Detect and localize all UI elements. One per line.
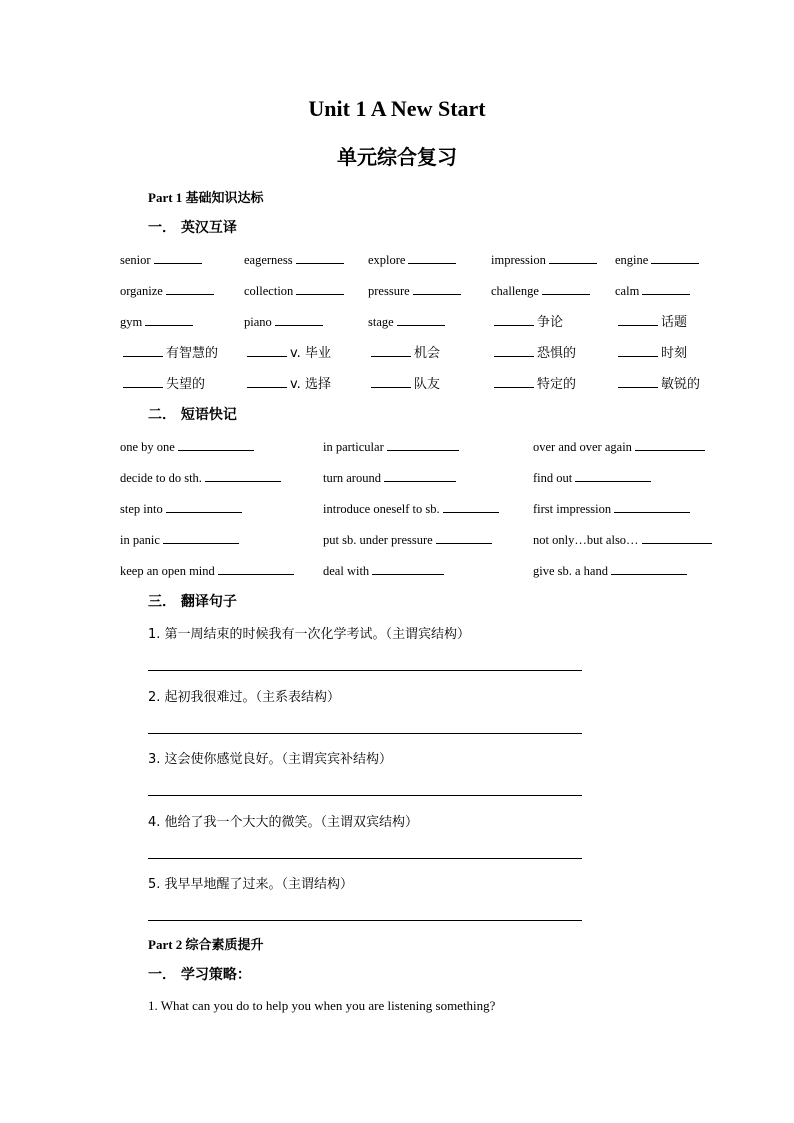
answer-blank[interactable] <box>123 342 163 357</box>
phrase-row <box>0 529 794 549</box>
answer-blank[interactable] <box>247 373 287 388</box>
vocab-item <box>120 249 205 270</box>
part2-name: 综合素质提升 <box>185 938 264 953</box>
answer-blank[interactable] <box>575 467 651 482</box>
answer-blank[interactable] <box>387 436 459 451</box>
answer-blank[interactable] <box>618 373 658 388</box>
answer-line[interactable] <box>148 670 582 671</box>
phrase-text: first impression <box>533 502 612 516</box>
answer-blank[interactable] <box>145 311 193 326</box>
sentence-prompt: 1. 第一周结束的时候我有一次化学考试。（主谓宾结构） <box>148 627 471 642</box>
phrase-item <box>120 498 245 519</box>
vocab-word: challenge <box>491 284 539 298</box>
answer-blank[interactable] <box>371 342 411 357</box>
vocab-word: 敏锐的 <box>661 377 701 392</box>
phrase-text: turn around <box>323 471 381 485</box>
phrase-item <box>533 529 715 550</box>
phrase-row <box>0 498 794 518</box>
vocab-item <box>120 342 218 364</box>
phrase-text: find out <box>533 471 573 485</box>
vocab-word: eagerness <box>244 253 293 267</box>
phrase-item <box>533 436 708 457</box>
sentence-prompt: 2. 起初我很难过。（主系表结构） <box>148 690 341 705</box>
vocab-item <box>368 373 440 395</box>
answer-blank[interactable] <box>163 529 239 544</box>
phrase-item <box>323 560 447 581</box>
answer-blank[interactable] <box>642 280 690 295</box>
answer-blank[interactable] <box>218 560 294 575</box>
answer-blank[interactable] <box>436 529 492 544</box>
answer-blank[interactable] <box>635 436 705 451</box>
vocab-item <box>120 373 205 395</box>
vocab-item <box>615 311 687 333</box>
phrase-item <box>323 467 459 488</box>
vocab-item <box>491 311 563 333</box>
phrase-item <box>120 436 257 457</box>
sentence-prompt: 3. 这会使你感觉良好。（主谓宾宾补结构） <box>148 752 393 767</box>
vocab-word: calm <box>615 284 640 298</box>
answer-blank[interactable] <box>549 249 597 264</box>
answer-blank[interactable] <box>618 311 658 326</box>
phrase-item <box>323 436 462 457</box>
vocab-item <box>615 249 702 270</box>
answer-blank[interactable] <box>542 280 590 295</box>
answer-blank[interactable] <box>123 373 163 388</box>
phrase-item <box>120 529 242 550</box>
page-title: Unit 1 A New Start <box>308 96 486 121</box>
answer-blank[interactable] <box>371 373 411 388</box>
phrase-item <box>120 560 297 581</box>
phrase-text: one by one <box>120 440 175 454</box>
section-translation-heading: 一． 英汉互译 <box>148 220 237 236</box>
vocab-row <box>0 280 794 300</box>
phrase-text: deal with <box>323 564 370 578</box>
vocab-word: stage <box>368 315 394 329</box>
answer-blank[interactable] <box>642 529 712 544</box>
vocab-word: 有智慧的 <box>166 346 219 361</box>
section-phrases-heading: 二． 短语快记 <box>148 407 237 423</box>
strategy-question-1: 1. What can you do to help you when you are listening something? <box>148 998 496 1013</box>
vocab-word: organize <box>120 284 163 298</box>
answer-blank[interactable] <box>611 560 687 575</box>
vocab-word: explore <box>368 253 406 267</box>
phrase-item <box>533 467 654 488</box>
section-sentences-heading: 三． 翻译句子 <box>148 594 237 610</box>
part1-heading <box>148 187 264 206</box>
phrase-text: keep an open mind <box>120 564 215 578</box>
phrase-row <box>0 560 794 580</box>
sentence-prompt: 4. 他给了我一个大大的微笑。（主谓双宾结构） <box>148 815 419 830</box>
phrase-text: decide to do sth. <box>120 471 202 485</box>
vocab-word: 队友 <box>414 377 441 392</box>
vocab-row <box>0 373 794 393</box>
answer-blank[interactable] <box>372 560 444 575</box>
answer-blank[interactable] <box>408 249 456 264</box>
vocab-row <box>0 342 794 362</box>
vocab-item <box>368 249 459 270</box>
answer-blank[interactable] <box>296 249 344 264</box>
vocab-word: 机会 <box>414 346 441 361</box>
answer-blank[interactable] <box>154 249 202 264</box>
vocab-word: v. 毕业 <box>290 346 331 361</box>
vocab-word: piano <box>244 315 272 329</box>
vocab-row <box>0 249 794 269</box>
vocab-word: v. 选择 <box>290 377 331 392</box>
vocab-word: 争论 <box>537 315 564 330</box>
part1-name: 基础知识达标 <box>185 191 264 206</box>
vocab-item <box>491 280 593 301</box>
phrase-text: give sb. a hand <box>533 564 608 578</box>
answer-blank[interactable] <box>247 342 287 357</box>
answer-blank[interactable] <box>166 280 214 295</box>
vocab-word: 特定的 <box>537 377 577 392</box>
answer-blank[interactable] <box>494 311 534 326</box>
section-strategy-heading: 一． 学习策略： <box>148 967 251 983</box>
answer-blank[interactable] <box>205 467 281 482</box>
phrase-item <box>323 498 502 519</box>
vocab-item <box>244 373 331 395</box>
vocab-word: gym <box>120 315 143 329</box>
vocab-item <box>244 249 347 270</box>
vocab-word: engine <box>615 253 649 267</box>
answer-blank[interactable] <box>397 311 445 326</box>
phrase-text: step into <box>120 502 163 516</box>
phrase-text: introduce oneself to sb. <box>323 502 440 516</box>
vocab-word: pressure <box>368 284 410 298</box>
phrase-row <box>0 436 794 456</box>
answer-line[interactable] <box>148 858 582 859</box>
vocab-item <box>491 373 576 395</box>
vocab-item <box>244 280 347 301</box>
answer-blank[interactable] <box>275 311 323 326</box>
answer-blank[interactable] <box>413 280 461 295</box>
answer-blank[interactable] <box>494 373 534 388</box>
vocab-word: 话题 <box>661 315 688 330</box>
part2-heading <box>148 934 264 953</box>
answer-blank[interactable] <box>384 467 456 482</box>
vocab-item <box>120 280 217 301</box>
answer-blank[interactable] <box>651 249 699 264</box>
phrase-text: over and over again <box>533 440 632 454</box>
answer-blank[interactable] <box>166 498 242 513</box>
vocab-word: impression <box>491 253 546 267</box>
answer-blank[interactable] <box>296 280 344 295</box>
phrase-text: in panic <box>120 533 160 547</box>
vocab-item <box>120 311 196 332</box>
vocab-item <box>368 342 440 364</box>
answer-blank[interactable] <box>618 342 658 357</box>
vocab-item <box>244 311 326 332</box>
answer-blank[interactable] <box>614 498 690 513</box>
phrase-item <box>533 560 690 581</box>
vocab-item <box>244 342 331 364</box>
sentence-prompt: 5. 我早早地醒了过来。（主谓结构） <box>148 877 354 892</box>
phrase-text: in particular <box>323 440 384 454</box>
answer-blank[interactable] <box>443 498 499 513</box>
part1-label: Part 1 <box>148 190 183 205</box>
vocab-word: 时刻 <box>661 346 688 361</box>
page-subtitle: 单元综合复习 <box>337 145 457 169</box>
answer-line[interactable] <box>148 920 582 921</box>
answer-line[interactable] <box>148 795 582 796</box>
phrase-item <box>323 529 495 550</box>
phrase-row <box>0 467 794 487</box>
vocab-row <box>0 311 794 331</box>
vocab-item <box>368 311 448 332</box>
phrase-text: put sb. under pressure <box>323 533 433 547</box>
vocab-item <box>615 373 700 395</box>
vocab-item <box>615 280 693 301</box>
vocab-word: 恐惧的 <box>537 346 577 361</box>
vocab-word: collection <box>244 284 294 298</box>
vocab-item <box>491 249 600 270</box>
answer-blank[interactable] <box>494 342 534 357</box>
phrase-item <box>120 467 284 488</box>
phrase-item <box>533 498 693 519</box>
vocab-item <box>615 342 687 364</box>
vocab-item <box>368 280 464 301</box>
vocab-item <box>491 342 576 364</box>
part2-label: Part 2 <box>148 937 183 952</box>
answer-blank[interactable] <box>178 436 254 451</box>
answer-line[interactable] <box>148 733 582 734</box>
phrase-text: not only…but also… <box>533 533 639 547</box>
vocab-word: senior <box>120 253 151 267</box>
vocab-word: 失望的 <box>166 377 206 392</box>
